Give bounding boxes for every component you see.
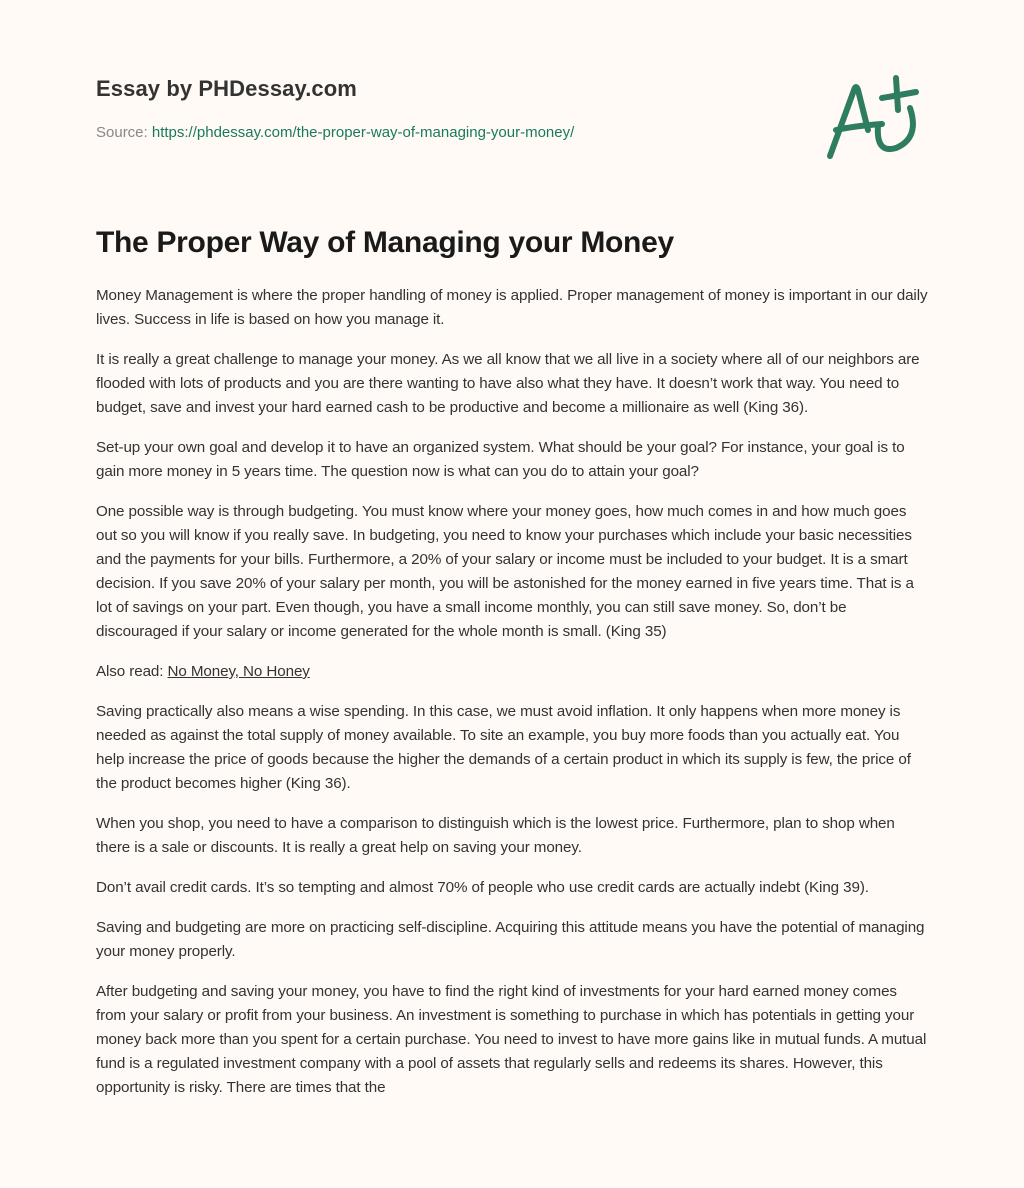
also-read-label: Also read: [96,663,168,680]
paragraph: One possible way is through budgeting. You must know where your money goes, how much comes in and how much goes out so you will know if you really save. In budgeting, you need to know your purchases which include your basic necessities and the payments for your bills. Furthermore, a 20% of your salary or income must be included to your budget. It is a smart decision. If you save 20% of your salary per month, you will be astonished for the money earned in five years time. That is a lot of savings on your part. Even though, you have a small income monthly, you can still save money. So, don’t be discouraged if your salary or income generated for the whole month is small. (King 35) [96,503,914,640]
paragraph: After budgeting and saving your money, you have to find the right kind of investments for your hard earned money comes from your salary or profit from your business. An investment is something to purchase in which has potentials in getting your money back more than you spent for a certain purchase. You need to invest to have more gains like in mutual funds. A mutual fund is a regulated investment company with a pool of assets that regularly sells and redeems its shares. However, this opportunity is risky. There are times that the [96,983,927,1096]
a-plus-grade-icon [824,68,928,164]
essay-body [96,284,930,1116]
source-label: Source: [96,124,152,141]
also-read-link[interactable]: No Money, No Honey [167,663,310,680]
paragraph: Saving practically also means a wise spending. In this case, we must avoid inflation. It only happens when more money is needed as against the total supply of money available. To site an example, you buy more foods than you actually eat. You help increase the price of goods because the higher the demands of a certain product in which its supply is few, the price of the product becomes higher (King 36). [96,703,911,792]
paragraph: Set-up your own goal and develop it to have an organized system. What should be your goal? For instance, your goal is to gain more money in 5 years time. The question now is what can you do to attain your goal? [96,439,905,480]
source-link[interactable]: https://phdessay.com/the-proper-way-of-managing-your-money/ [151,124,575,141]
essay-title: The Proper Way of Managing your Money [96,226,674,259]
brand-title: Essay by PHDessay.com [96,76,357,101]
paragraph: Saving and budgeting are more on practicing self-discipline. Acquiring this attitude means you have the potential of managing your money properly. [96,919,925,960]
paragraph: When you shop, you need to have a comparison to distinguish which is the lowest price. Furthermore, plan to shop when there is a sale or discounts. It is really a great help on saving your money. [96,815,895,856]
paragraph: It is really a great challenge to manage your money. As we all know that we all live in a society where all of our neighbors are flooded with lots of products and you are there wanting to have also what they have. It doesn’t work that way. You need to budget, save and invest your hard earned cash to be productive and become a millionaire as well (King 36). [96,351,920,416]
also-read [96,660,930,684]
page-header [96,0,930,200]
paragraph: Money Management is where the proper handling of money is applied. Proper management of money is important in our daily lives. Success in life is based on how you manage it. [96,287,928,328]
essay-page [96,0,930,1096]
source-line [96,124,574,141]
paragraph: Don’t avail credit cards. It’s so tempting and almost 70% of people who use credit cards are actually indebt (King 39). [96,879,869,896]
